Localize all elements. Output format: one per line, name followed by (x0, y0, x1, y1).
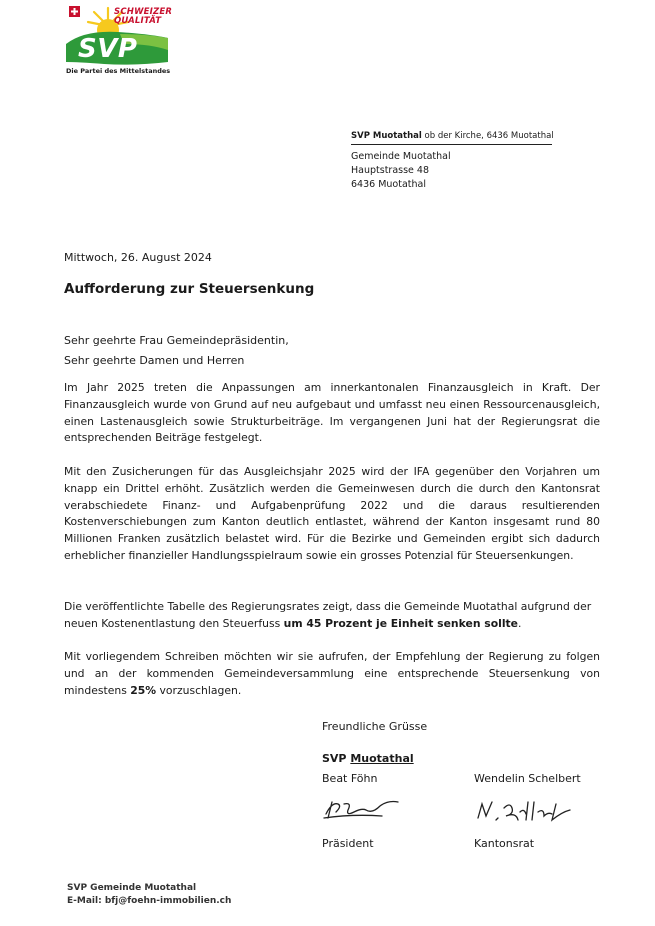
signer2-role: Kantonsrat (474, 837, 535, 850)
p3-bold: um 45 Prozent je Einheit senken sollte (283, 616, 519, 630)
letter-date: Mittwoch, 26. August 2024 (64, 251, 212, 264)
recipient-line3: 6436 Muotathal (351, 179, 426, 190)
sender-address: ob der Kirche, 6436 Muotathal (424, 131, 554, 141)
salutation-line1: Sehr geehrte Frau Gemeindepräsidentin, (64, 334, 289, 347)
salutation (64, 331, 289, 371)
logo-tagline: Die Partei des Mittelstandes (66, 67, 171, 75)
logo-slogan-line1: SCHWEIZER (114, 7, 173, 17)
footer (67, 882, 231, 908)
signer1-name: Beat Föhn (322, 772, 378, 785)
signature-1-icon (322, 796, 402, 822)
signature-org (322, 752, 414, 765)
footer-org: SVP Gemeinde Muotathal (67, 883, 197, 893)
closing: Freundliche Grüsse (322, 720, 428, 733)
body-paragraph-3 (64, 599, 600, 633)
salutation-line2: Sehr geehrte Damen und Herren (64, 354, 245, 367)
signer2-name: Wendelin Schelbert (474, 772, 581, 785)
recipient-line2: Hauptstrasse 48 (351, 165, 429, 176)
recipient-address (351, 150, 451, 192)
logo-wordmark: SVP (78, 34, 138, 64)
logo-slogan-line2: QUALITÄT (114, 16, 162, 26)
signature-org-name: Muotathal (350, 752, 414, 765)
footer-email: E-Mail: bfj@foehn-immobilien.ch (67, 896, 232, 906)
recipient-line1: Gemeinde Muotathal (351, 151, 451, 162)
letter-subject: Aufforderung zur Steuersenkung (64, 281, 315, 297)
signature-2-icon (472, 798, 576, 826)
sender-line (351, 131, 554, 141)
signature-org-prefix: SVP (322, 752, 347, 765)
sender-divider (351, 144, 552, 145)
p4-end: vorzuschlagen. (156, 683, 242, 697)
sender-org: SVP Muotathal (351, 131, 422, 141)
body-paragraph-4 (64, 649, 600, 699)
signer1-role: Präsident (322, 837, 374, 850)
p3-text: Die veröffentlichte Tabelle des Regierungsrates zeigt, dass die Gemeinde Muotathal aufgrund der neuen Kostenentlastung den Steuerfuss (64, 600, 592, 630)
body-paragraph-2: Mit den Zusicherungen für das Ausgleichsjahr 2025 wird der IFA gegenüber den Vorjahren um knapp ein Drittel erhöht. Zusätzlich werden die Gemeinwesen durch die durch den Kantonsrat verabschiedete Finanz- und Aufgabenprüfung 2022 und die daraus resultierenden Kostenverschiebungen zum Kanton deutlich entlastet, während der Kanton insgesamt rund 80 Millionen Franken zusätzlich belastet wird. Für die Bezirke und Gemeinden ergibt sich dadurch erheblicher finanzieller Handlungsspielraum sowie ein grosses Potenzial für Steuersenkungen. (64, 465, 600, 562)
p3-end: . (518, 616, 522, 630)
p4-bold: 25% (130, 683, 157, 697)
svp-logo (64, 4, 172, 76)
logo-slogan (114, 8, 172, 26)
body-paragraph-1: Im Jahr 2025 treten die Anpassungen am innerkantonalen Finanzausgleich in Kraft. Der Finanzausgleich wurde von Grund auf neu aufgebaut und umfasst neu einen Ressourcenausgleich, einen Lastenausgleich sowie Strukturbeiträge. Im vergangenen Juni hat der Regierungsrat die entsprechenden Beiträge festgelegt. (64, 381, 600, 445)
p4-text: Mit vorliegendem Schreiben möchten wir sie aufrufen, der Empfehlung der Regierung zu folgen und an der kommenden Gemeindeversammlung eine entsprechende Steuersenkung von mindestens (64, 650, 600, 697)
